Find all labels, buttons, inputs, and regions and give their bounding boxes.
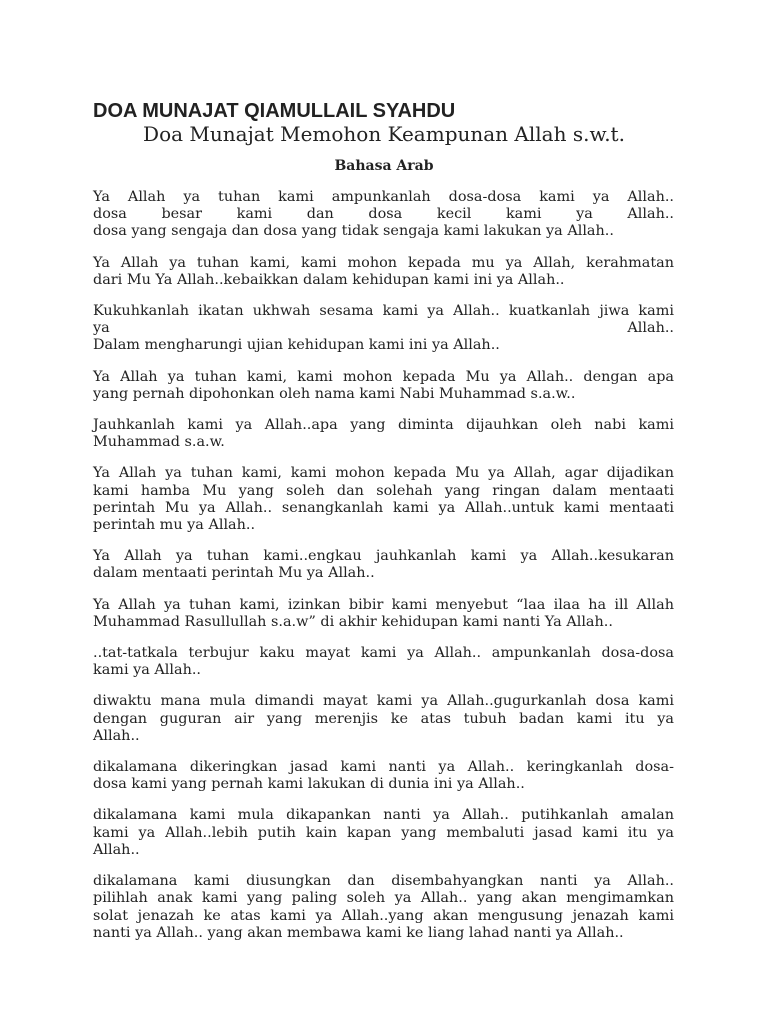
paragraph-line: dalam mentaati perintah Mu ya Allah.. (93, 565, 375, 582)
paragraph-line: Ya Allah ya tuhan kami, kami mohon kepada Mu ya Allah, agar dijadikan (93, 465, 674, 482)
paragraph-line: dari Mu Ya Allah..kebaikkan dalam kehidupan kami ini ya Allah.. (93, 271, 565, 288)
document-title: DOA MUNAJAT QIAMULLAIL SYAHDU (93, 100, 456, 122)
paragraph-line: yang pernah dipohonkan oleh nama kami Nabi Muhammad s.a.w.. (93, 385, 576, 402)
paragraph (93, 645, 674, 679)
paragraph-line: dosa besar kami dan dosa kecil kami ya Allah.. (93, 206, 674, 223)
paragraph-line: dikalamana dikeringkan jasad kami nanti ya Allah.. keringkanlah dosa- (93, 759, 674, 776)
paragraph-line: Allah.. (93, 841, 140, 858)
paragraph (93, 369, 674, 403)
paragraph-line: perintah mu ya Allah.. (93, 517, 256, 534)
paragraph-line: diwaktu mana mula dimandi mayat kami ya Allah..gugurkanlah dosa kami (93, 693, 674, 710)
paragraph (93, 465, 674, 534)
paragraph-line: Ya Allah ya tuhan kami, kami mohon kepada Mu ya Allah.. dengan apa (93, 368, 674, 385)
paragraph-line: ya Allah.. (93, 320, 674, 337)
paragraph-line: kami hamba Mu yang soleh dan solehah yang ringan dalam mentaati (93, 482, 674, 499)
paragraph (93, 303, 674, 355)
paragraph-line: perintah Mu ya Allah.. senangkanlah kami ya Allah..untuk kami mentaati (93, 499, 674, 516)
paragraph (93, 597, 674, 631)
paragraph-line: dikalamana kami diusungkan dan disembahyangkan nanti ya Allah.. (93, 873, 674, 890)
paragraph-line: dosa kami yang pernah kami lakukan di dunia ini ya Allah.. (93, 776, 525, 793)
paragraph-line: Ya Allah ya tuhan kami..engkau jauhkanlah kami ya Allah..kesukaran (93, 548, 674, 565)
section-label: Bahasa Arab (334, 158, 434, 174)
paragraph-line: nanti ya Allah.. yang akan membawa kami ke liang lahad nanti ya Allah.. (93, 924, 624, 941)
paragraph (93, 873, 674, 942)
paragraph (93, 255, 674, 289)
paragraph (93, 759, 674, 793)
paragraph-line: Ya Allah ya tuhan kami, izinkan bibir kami menyebut “laa ilaa ha ill Allah (93, 596, 674, 613)
paragraph-line: Kukuhkanlah ikatan ukhwah sesama kami ya Allah.. kuatkanlah jiwa kami (93, 303, 674, 320)
paragraph-line: dikalamana kami mula dikapankan nanti ya Allah.. putihkanlah amalan (93, 807, 674, 824)
paragraph (93, 189, 674, 241)
paragraph-line: ..tat-tatkala terbujur kaku mayat kami ya Allah.. ampunkanlah dosa-dosa (93, 645, 674, 662)
paragraph-line: Allah.. (93, 727, 140, 744)
paragraph-line: Muhammad s.a.w. (93, 434, 225, 451)
paragraph-line: Ya Allah ya tuhan kami, kami mohon kepada mu ya Allah, kerahmatan (93, 254, 674, 271)
paragraph-line: solat jenazah ke atas kami ya Allah..yang akan mengusung jenazah kami (93, 907, 674, 924)
paragraph-line: Jauhkanlah kami ya Allah..apa yang diminta dijauhkan oleh nabi kami (93, 417, 674, 434)
document-subtitle: Doa Munajat Memohon Keampunan Allah s.w.t. (143, 122, 625, 146)
paragraph (93, 548, 674, 582)
paragraph-line: pilihlah anak kami yang paling soleh ya Allah.. yang akan mengimamkan (93, 890, 674, 907)
paragraph-line: dengan guguran air yang merenjis ke atas tubuh badan kami itu ya (93, 710, 674, 727)
paragraph (93, 807, 674, 859)
paragraph (93, 417, 674, 451)
paragraph-line: dosa yang sengaja dan dosa yang tidak sengaja kami lakukan ya Allah.. (93, 223, 614, 240)
paragraph-line: kami ya Allah.. (93, 662, 202, 679)
paragraph (93, 693, 674, 745)
paragraph-line: kami ya Allah..lebih putih kain kapan yang membaluti jasad kami itu ya (93, 824, 674, 841)
document-body (93, 189, 674, 956)
paragraph-line: Ya Allah ya tuhan kami ampunkanlah dosa-dosa kami ya Allah.. (93, 189, 674, 205)
paragraph-line: Dalam mengharungi ujian kehidupan kami ini ya Allah.. (93, 337, 500, 354)
paragraph-line: Muhammad Rasullullah s.a.w” di akhir kehidupan kami nanti Ya Allah.. (93, 613, 613, 630)
